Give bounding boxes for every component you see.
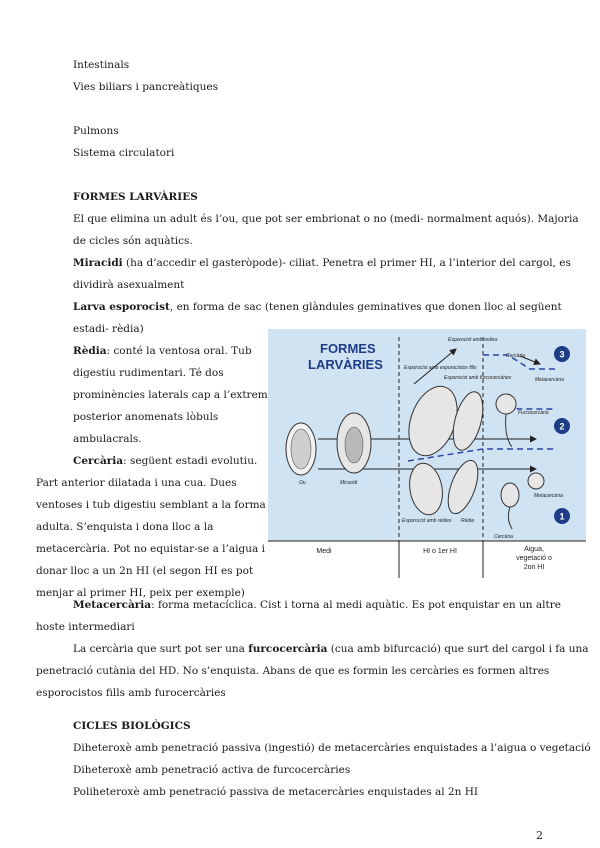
text-intro-line1: El que elimina un adult és l’ou, que pot ser embrionat o no (medi- normalment aquós). Majoria (73, 213, 579, 225)
paragraph-larva (73, 300, 562, 314)
text-redia-line4: posterior anomenats lòbuls (73, 411, 219, 423)
paragraph-redia (73, 344, 252, 358)
text-pulmons: Pulmons (73, 125, 119, 137)
text-meta-line2: hoste intermediari (36, 621, 135, 633)
footer-hi: HI o 1er HI (423, 548, 457, 555)
text-sistema-circulatori: Sistema circulatori (73, 147, 175, 159)
miracidi-inner (345, 427, 363, 463)
label-cercaria: Cercària (494, 534, 513, 540)
text-miracidi-line2: dividirà asexualment (73, 279, 185, 291)
label-metacercaria-top: Metacercària (535, 377, 564, 383)
footer-aigua-1: Aigua, (524, 546, 544, 553)
egg-inner (291, 429, 311, 469)
furcocercaria-shape (496, 394, 516, 414)
text-vies-biliars: Vies biliars i pancreàtiques (73, 81, 218, 93)
text-cercaria-line6: donar lloc a un 2n HI (el segon HI es pot (36, 565, 254, 577)
text-furco-line1: (cua amb bifurcació) que surt del cargol i fa una (327, 643, 589, 655)
text-cicle-1: Diheteroxè amb penetració passiva (ingestió) de metacercàries enquistades a l’aigua o vegetació (73, 742, 591, 754)
text-larva-line1: , en forma de sac (tenen glàndules geminatives que donen lloc al següent (169, 301, 562, 313)
text-cercaria-line1: : següent estadi evolutiu. (123, 455, 258, 467)
label-miracidi: Miracidi (340, 480, 358, 486)
figure-title-1: FORMES (320, 341, 376, 356)
heading-formes-larvaries: FORMES LARVÀRIES (73, 191, 198, 203)
text-larva-line2: estadi- rèdia) (73, 323, 144, 335)
footer-medi: Medi (316, 548, 332, 555)
label-esporocist-redies-top: Esporocist amb redies (448, 337, 498, 343)
text-meta-line1: : forma metacíclica. Cist i torna al medi aquàtic. Es pot enquistar en un altre (151, 599, 561, 611)
metacercaria-shape (528, 473, 544, 489)
text-cercaria-line5: metacercària. Pot no equistar-se a l’aigua i (36, 543, 265, 555)
text-redia-line5: ambulacrals. (73, 433, 142, 445)
footer-aigua-2: vegetació o (516, 555, 552, 562)
paragraph-furcocercaria (73, 642, 589, 656)
text-furco-pre: La cercària que surt pot ser una (73, 643, 249, 655)
text-miracidi-line1: (ha d’accedir el gasteròpode)- ciliat. Penetra el primer HI, a l’interior del cargol, es (122, 257, 571, 269)
text-furco-line2: penetració cutània del HD. No s’enquista. Abans de que es formin les cercàries es formen altres (36, 665, 550, 677)
term-cercaria: Cercària (73, 455, 124, 467)
redia-shape (442, 457, 484, 518)
text-redia-line1: : conté la ventosa oral. Tub (106, 345, 252, 357)
text-intestinals: Intestinals (73, 59, 130, 71)
cercaria-shape (501, 483, 519, 507)
badge-2-label: 2 (559, 421, 565, 432)
label-esporocist-fills: Esporocist amb esporocistos fills (404, 365, 477, 371)
label-redia: Rèdia (461, 518, 475, 524)
paragraph-metacercaria (73, 598, 561, 612)
badge-3-label: 3 (559, 349, 565, 360)
term-larva-esporocist: Larva esporocist (73, 301, 170, 313)
label-esporocist-redies-bottom: Esporocist amb rèdies (402, 518, 452, 524)
figure-title-2: LARVÀRIES (308, 357, 383, 372)
text-furco-line3: esporocistos fills amb furocercàries (36, 687, 226, 699)
label-furcocercaria: Furcocercària (518, 410, 549, 416)
label-ou: Ou (299, 480, 306, 486)
text-redia-line2: digestiu rudimentari. Té dos (73, 367, 224, 379)
text-cercaria-line7: menjar al primer HI, peix per exemple) (36, 587, 245, 599)
text-cercaria-line2: Part anterior dilatada i una cua. Dues (36, 477, 237, 489)
heading-cicles-biologics: CICLES BIOLÒGICS (73, 720, 191, 732)
term-furcocercaria: furcocercària (248, 643, 328, 655)
label-metacercaria: Metacercària (534, 493, 563, 499)
figure-svg (268, 329, 586, 578)
text-cicle-3: Poliheteroxè amb penetració passiva de metacercàries enquistades al 2n HI (73, 786, 479, 798)
text-cercaria-line3: ventoses i tub digestiu semblant a la forma (36, 499, 266, 511)
larval-forms-figure (268, 329, 586, 578)
text-cicle-2: Diheteroxè amb penetració activa de furcocercàries (73, 764, 351, 776)
term-miracidi: Miracidi (73, 257, 123, 269)
cercaria-tail (508, 507, 512, 529)
text-intro-line2: de cicles són aquàtics. (73, 235, 193, 247)
furcocercaria-tail (506, 414, 512, 447)
paragraph-miracidi (73, 256, 571, 270)
term-metacercaria: Metacercària (73, 599, 152, 611)
badge-1-label: 1 (559, 511, 565, 522)
label-esporocist-furco: Esporocist amb furcocercàries (444, 375, 512, 381)
page-number: 2 (536, 829, 543, 842)
term-redia: Rèdia (73, 345, 107, 357)
label-cercaria-top: Cercària (506, 353, 525, 359)
text-cercaria-line4: adulta. S’enquista i dona lloc a la (36, 521, 214, 533)
paragraph-cercaria (73, 454, 257, 468)
text-redia-line3: prominències laterals cap a l’extrem (73, 389, 268, 401)
footer-aigua-3: 2on HI (523, 564, 545, 571)
